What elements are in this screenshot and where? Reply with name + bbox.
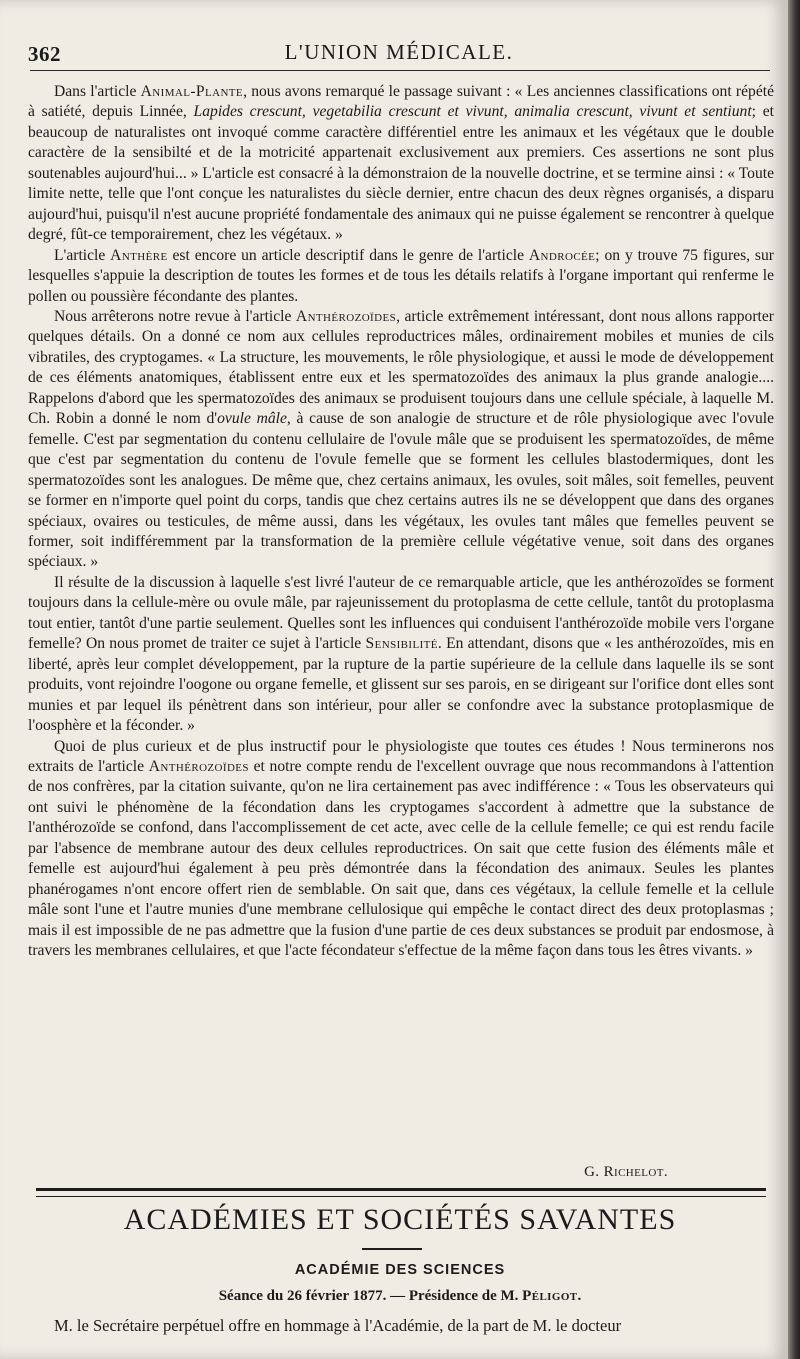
text-run: Il résulte de la discussion à laquelle s'est livré l'auteur de ce remarquable article, que les anthérozoïdes se forment toujours dans la cellule-mère ou ovule mâle, par rajeunissement du protoplasma de cette cellule, tantôt du protoplasma tout entier, tantôt d'une partie seulement. Quelles sont les influences qui conduisent l'anthérozoïde mobile vers l'organe femelle? On nous promet de traiter ce sujet à l'article [28,573,774,653]
section-title: ACADÉMIES ET SOCIÉTÉS SAVANTES [123,1203,677,1236]
author-signature [584,1164,668,1181]
text-run: ; et beaucoup de naturalistes ont invoqué comme caractère différentiel entre les animaux et les végétaux que le double caractère de la sensibilté et de la motricité appartenait exclusivement aux premiers. Ces assertions ne sont plus soutenables aujourd'hui... » L'article est consacré à la démonstraion de la nouvelle doctrine, et se termine ainsi : « Toute limite nette, telle que l'ont conçue les naturalistes du siècle dernier, entre chacun des deux règnes organisés, a disparu aujourd'hui, puisqu'il n'est aucune propriété fondamentale des animaux qui ne puisse également se rencontrer à quelque degré, fût-ce temporairement, chez les végétaux. » [28,103,775,244]
text-run: Quoi de plus curieux et de plus instructif pour le physiologiste que toutes ces études ! Nous terminerons nos extraits de l'article [28,737,774,775]
session-suffix: . [577,1288,582,1304]
text-run: Dans l'article [54,83,141,100]
small-caps-term: Androcée [528,246,596,264]
title-rule [362,1248,422,1250]
text-run: L'article [54,246,111,264]
section-first-line: M. le Secrétaire perpétuel offre en hommage à l'Académie, de la part de M. le docteur [54,1316,622,1335]
header-rule [30,70,770,71]
paragraph [28,307,774,573]
session-line [30,1288,770,1305]
text-run: . En attendant, disons que « les anthérozoïdes, mis en liberté, après leur complet développement, par la rupture de la partie supérieure de la cellule dans laquelle ils se sont produits, vont rejoindre l'oogone ou organe femelle, et glissent sur ses parois, en se dirigeant sur l'orifice dont elles sont munies et par lequel ils pénètrent dans son intérieur, pour aller se confondre avec la substance protoplasmique de l'oosphère et la féconder. » [28,635,774,735]
small-caps-term: Sensibilité [365,635,438,653]
text-run: , article extrêmement intéressant, dont nous allons rapporter quelques détails. On a donné ce nom aux cellules reproductrices mâles, ordinairement mobiles et munies de cils vibratiles, des cryptogames. « La structure, les mouvements, le rôle physiologique, et aussi le mode de développement de ces éléments anatomiques, établissent entre eux et les spermatozoïdes des animaux la plus grande analogie.... Rappelons d'abord que les spermatozoïdes des animaux se produisent toujours dans une cellule spéciale, à laquelle M. Ch. Robin a donné le nom d' [28,307,774,428]
running-title: L'UNION MÉDICALE. [284,40,514,64]
small-caps-term: Animal-Plante [140,83,244,100]
text-run: et notre compte rendu de l'excellent ouvrage que nous recommandons à l'attention de nos confrères, par la citation suivante, qu'on ne lira certainement pas avec indifférence : « Tous les observateurs qui ont suivi le phénomène de la fécondation dans les cryptogames s'accordent à admettre que la substance de l'anthérozoïde se confond, dans l'accomplissement de cet acte, avec celle de la cellule femelle; ce qui est rendu facile par l'absence de membrane autour des deux cellules reproductrices. On sait que cette fusion des éléments mâle et femelle est aujourd'hui également à peu près démontrée dans la fécondation des animaux. Seules les plantes phanérogames n'ont encore offert rien de semblable. On sait que, dans ces végétaux, la cellule femelle et la cellule mâle sont l'une et l'autre munies d'une membrane cellulosique qui empêche le contact direct des deux protoplasmas ; mais il est impossible de ne pas admettre que la fusion d'une partie de ces deux substances se produit par endosmose, à travers les membranes cellulaires, et que l'acte fécondateur s'effectue de la même façon dans tous les êtres vivants. » [28,757,774,960]
article-body [28,82,774,961]
paragraph [28,573,774,737]
text-run: , nous avons remarqué le passage suivant : « Les anciennes classifications ont répété à satiété, depuis Linnée, [28,83,774,121]
italic-text: ovule mâle [217,410,287,428]
small-caps-term: Anthérozoïdes [148,757,249,775]
small-caps-term: Anthère [110,246,168,264]
session-date: Séance du 26 février 1877. — Présidence de M. [218,1288,523,1304]
text-run: Nous arrêterons notre revue à l'article [54,307,296,325]
small-caps-term: Anthérozoïdes [295,307,397,325]
page-header [24,38,774,68]
page-number: 362 [28,42,61,66]
paragraph [28,737,774,962]
text-run: , à cause de son analogie de structure et de rôle physiologique avec l'ovule femelle. C'est par segmentation du contenu cellulaire de l'ovule mâle que se produisent les spermatozoïdes, de même que c'est par segmentation du contenu de l'ovule femelle que se forment les cellules blastodermiques, dont les spermatozoïdes sont les analogues. De même que, chez certains animaux, les ovules, soit mâles, soit femelles, peuvent se former en n'importe quel point du corps, tandis que chez certains autres ils ne se développent que dans des organes spéciaux, ovaires ou testicules, de même aussi, dans les végétaux, les ovules tant mâles que femelles peuvent se former, soit indifféremment par la transformation de la première cellule végétative venue, soit dans des organes spéciaux. » [28,410,774,571]
signature-text: G. Richelot. [584,1164,668,1180]
paragraph [28,82,774,246]
president-name: Péligot [522,1288,578,1304]
subsection-title: ACADÉMIE DES SCIENCES [294,1262,506,1278]
paragraph [28,246,774,307]
italic-text: Lapides crescunt, vegetabilia crescunt et vivunt, animalia crescunt, vivunt et sentiunt [193,103,752,121]
text-run: ; on y trouve 75 figures, sur lesquelles s'appuie la description de toutes les formes et de tous les détails relatifs à l'organe important qui renferme le pollen ou poussière fécondante des plantes. [28,246,774,305]
text-run: est encore un article descriptif dans le genre de l'article [167,246,529,264]
section-divider [36,1188,766,1197]
page-edge [788,0,800,1359]
